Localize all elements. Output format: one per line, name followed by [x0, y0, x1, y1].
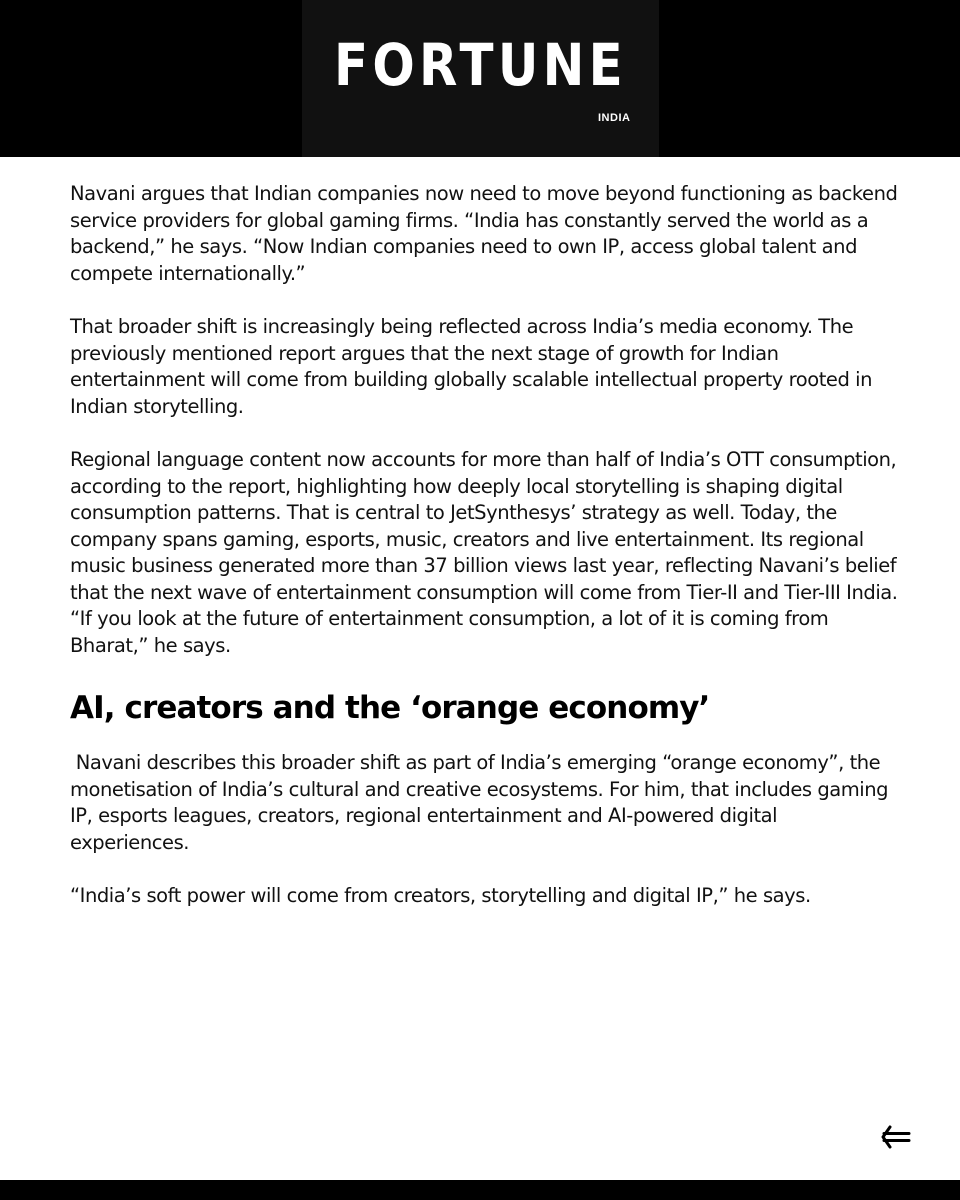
article-paragraph: Navani describes this broader shift as part of India’s emerging “orange economy”, the monetisation of India’s cultural and creative ecosystems. For him, that includes gaming IP, esports leagues, creators, regional entertainment and AI-powered digital experiences.: [70, 751, 894, 854]
masthead-bar: [0, 0, 960, 157]
logo-edition: INDIA: [598, 112, 631, 124]
left-double-arrow-icon[interactable]: [880, 1122, 912, 1154]
footer-bar: [0, 1180, 960, 1200]
article-paragraph: That broader shift is increasingly being reflected across India’s media economy. The previously mentioned report argues that the next stage of growth for Indian entertainment will come from building globally scalable intellectual property rooted in Indian storytelling.: [70, 315, 878, 418]
article-paragraph: “India’s soft power will come from creators, storytelling and digital IP,” he says.: [70, 884, 811, 907]
section-heading: AI, creators and the ‘orange economy’: [70, 690, 710, 726]
article-paragraph: Navani argues that Indian companies now need to move beyond functioning as backend service providers for global gaming firms. “India has constantly served the world as a backend,” he says. “Now Indian companies need to own IP, access global talent and compete internationally.”: [70, 182, 904, 285]
fortune-india-logo: [302, 0, 659, 157]
article-body: [70, 181, 904, 937]
article-paragraph: Regional language content now accounts for more than half of India’s OTT consumption, according to the report, highlighting how deeply local storytelling is shaping digital consumption patterns. That is central to JetSynthesys’ strategy as well. Today, the company spans gaming, esports, music, creators and live entertainment. Its regional music business generated more than 37 billion views last year, reflecting Navani’s belief that the next wave of entertainment consumption will come from Tier-II and Tier-III India. “If you look at the future of entertainment consumption, a lot of it is coming from Bharat,” he says.: [70, 448, 904, 657]
logo-wordmark: FORTUNE: [333, 31, 628, 99]
